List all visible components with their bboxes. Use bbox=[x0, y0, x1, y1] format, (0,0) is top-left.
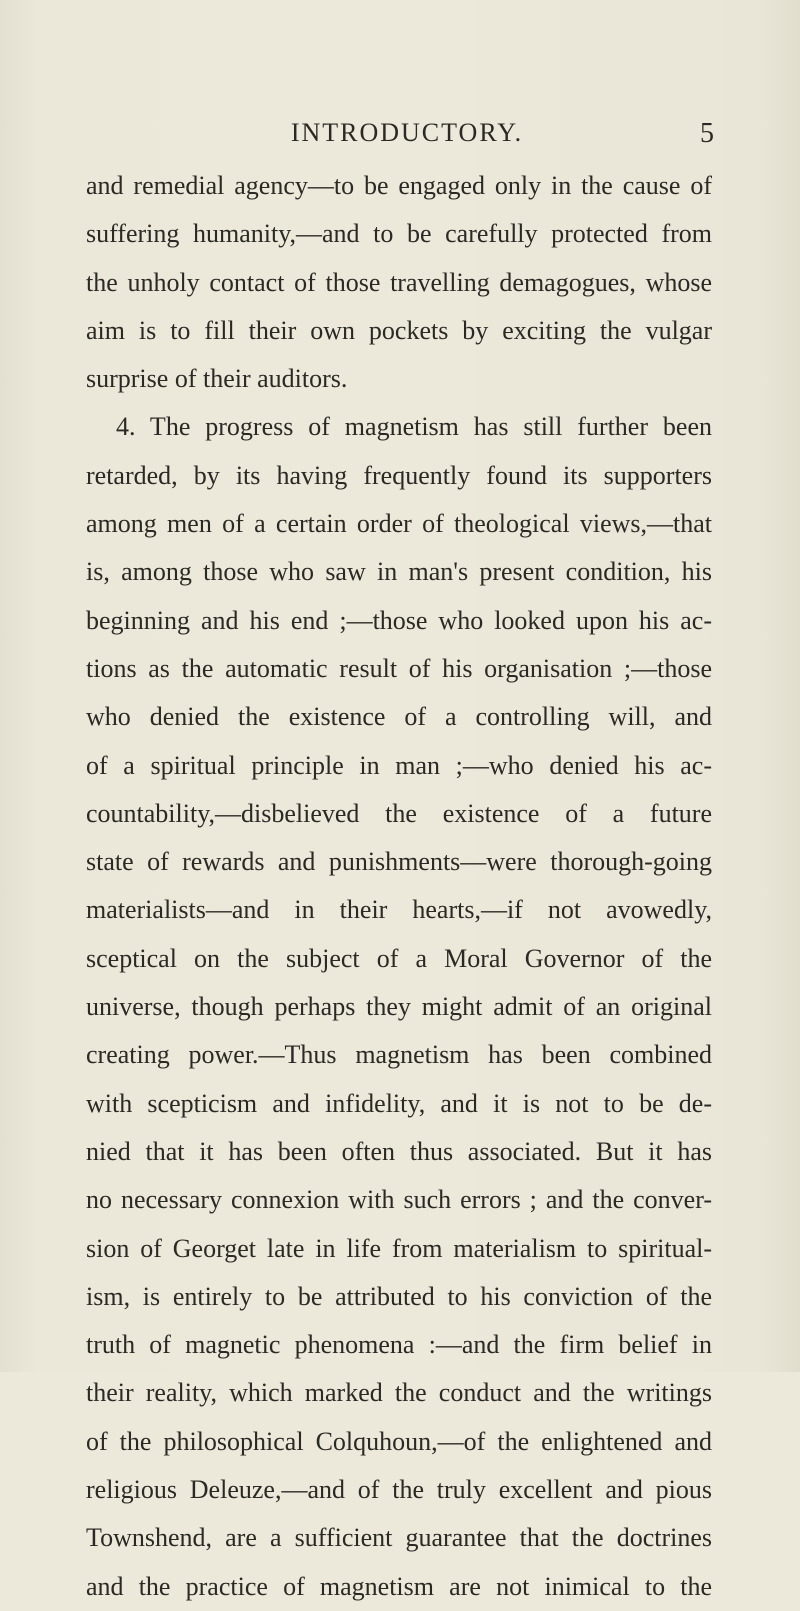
text-line: surprise of their auditors. bbox=[86, 364, 348, 394]
text-line: of the philosophical Colquhoun,—of the enlightened and bbox=[86, 1426, 712, 1456]
text-line: ism, is entirely to be attributed to his conviction of the bbox=[86, 1281, 712, 1311]
text-line: among men of a certain order of theological views,—that bbox=[86, 509, 712, 539]
text-line: tions as the automatic result of his organisation ;—those bbox=[86, 653, 712, 683]
text-line: the unholy contact of those travelling demagogues, whose bbox=[86, 267, 712, 297]
text-line: their reality, which marked the conduct and the writings bbox=[86, 1378, 712, 1408]
text-line: and the practice of magnetism are not inimical to the bbox=[86, 1571, 712, 1601]
text-line: who denied the existence of a controlling will, and bbox=[86, 702, 712, 732]
paragraph-4-first-line: 4. The progress of magnetism has still further been bbox=[116, 412, 712, 442]
text-line: beginning and his end ;—those who looked upon his ac- bbox=[86, 605, 712, 635]
text-line: aim is to fill their own pockets by exciting the vulgar bbox=[86, 315, 712, 345]
text-line: state of rewards and punishments—were thorough-going bbox=[86, 847, 712, 877]
text-line: sion of Georget late in life from materialism to spiritual- bbox=[86, 1233, 712, 1263]
text-line: creating power.—Thus magnetism has been combined bbox=[86, 1040, 712, 1070]
text-line: is, among those who saw in man's present condition, his bbox=[86, 557, 712, 587]
body-text bbox=[86, 162, 712, 1611]
text-line: and remedial agency—to be engaged only in the cause of bbox=[86, 171, 712, 200]
text-line: truth of magnetic phenomena :—and the firm belief in bbox=[86, 1330, 712, 1360]
page-number: 5 bbox=[700, 118, 714, 149]
text-line: materialists—and in their hearts,—if not avowedly, bbox=[86, 895, 712, 925]
text-line: nied that it has been often thus associated. But it has bbox=[86, 1136, 712, 1166]
text-line: retarded, by its having frequently found its supporters bbox=[86, 460, 712, 490]
text-line: of a spiritual principle in man ;—who denied his ac- bbox=[86, 750, 712, 780]
text-line: suffering humanity,—and to be carefully protected from bbox=[86, 219, 712, 249]
text-line: with scepticism and infidelity, and it is not to be de- bbox=[86, 1088, 712, 1118]
text-line: no necessary connexion with such errors ; and the conver- bbox=[86, 1185, 712, 1215]
text-line: sceptical on the subject of a Moral Governor of the bbox=[86, 943, 712, 973]
text-line: universe, though perhaps they might admit of an original bbox=[86, 992, 712, 1022]
page-header bbox=[0, 118, 800, 158]
text-line: religious Deleuze,—and of the truly excellent and pious bbox=[86, 1475, 712, 1505]
text-line: countability,—disbelieved the existence of a future bbox=[86, 798, 712, 828]
running-head: INTRODUCTORY. bbox=[290, 118, 524, 147]
text-line: Townshend, are a sufficient guarantee that the doctrines bbox=[86, 1523, 712, 1553]
